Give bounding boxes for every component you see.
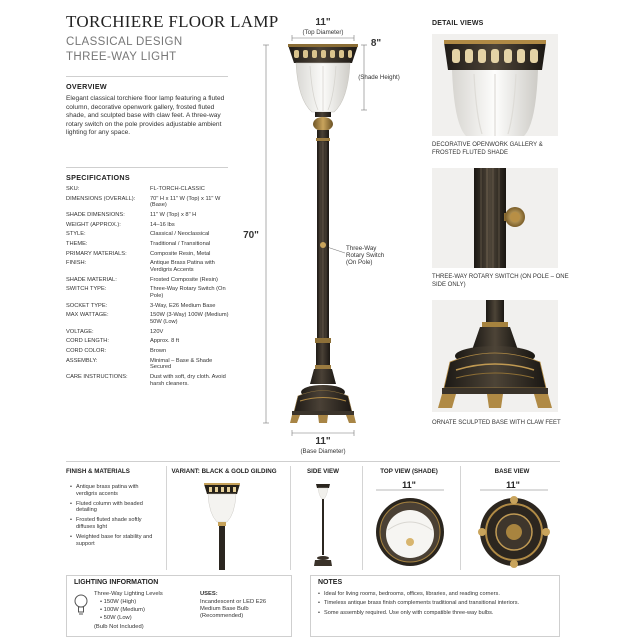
spec-value: 150W (3-Way) 100W (Medium) 50W (Low) <box>150 312 229 325</box>
detail-views-heading: DETAIL VIEWS <box>432 20 484 27</box>
spec-key: CORD LENGTH: <box>66 338 109 345</box>
level-medium: • 100W (Medium) <box>100 607 145 613</box>
base-caption: ORNATE SCULPTED BASE WITH CLAW FEET <box>432 420 561 426</box>
switch-detail-photo <box>432 168 558 268</box>
top-diameter-value: 11" <box>315 17 331 28</box>
uses-title: USES: <box>200 591 218 597</box>
spec-value: 70" H x 11" W (Top) x 11" W (Base) <box>150 195 221 209</box>
notes-list <box>318 591 548 619</box>
list-item: • Ideal for living rooms, bedrooms, offices, libraries, and reading corners. <box>318 591 500 597</box>
spec-value: Approx. 8 ft <box>150 338 180 345</box>
spec-key: VOLTAGE: <box>66 328 94 335</box>
specifications-heading: SPECIFICATIONS <box>66 173 130 182</box>
gallery-caption: DECORATIVE OPENWORK GALLERY & FROSTED FLUTED SHADE <box>432 142 543 156</box>
list-item: • Weighted base for stability and support <box>70 533 153 547</box>
overview-heading: OVERVIEW <box>66 82 108 91</box>
overall-height-value: 70" <box>243 230 259 241</box>
spec-value: 14–16 lbs <box>150 221 175 228</box>
base-diameter-value: 11" <box>315 436 331 447</box>
spec-value: FL-TORCH-CLASSIC <box>150 186 205 192</box>
claw-foot <box>318 415 328 423</box>
levels-title: Three-Way Lighting Levels <box>94 591 163 597</box>
top-view-image <box>370 484 450 570</box>
spec-value: 120V <box>150 328 164 335</box>
light-bulb-icon <box>74 594 88 616</box>
notes-heading: NOTES <box>318 579 343 586</box>
top-view-heading: TOP VIEW (SHADE) <box>380 468 438 475</box>
finish-materials-heading: FINISH & MATERIALS <box>66 468 130 475</box>
base-detail-photo <box>432 300 558 412</box>
variant-lamp-image <box>198 478 246 570</box>
list-item: • Fluted column with beaded detailing <box>70 500 143 514</box>
spec-key: PRIMARY MATERIALS: <box>66 250 127 257</box>
spec-key: SHADE MATERIAL: <box>66 276 117 283</box>
overview-text: Elegant classical torchiere floor lamp featuring a fluted column, decorative openwork gallery, frosted fluted shade, and sculpted base with claw feet. A three-way rotary switch on the pole provides adjustable ambient lighting for any space. <box>66 95 225 137</box>
subtitle-line-1: CLASSICAL DESIGN <box>66 36 183 48</box>
shade-height-value: 8" <box>370 38 382 49</box>
spec-value: Dust with soft, dry cloth. Avoid harsh cleaners. <box>150 373 226 387</box>
variant-heading: VARIANT: BLACK & GOLD GILDING <box>171 468 277 475</box>
gallery-detail-photo <box>432 34 558 136</box>
spec-value: Brown <box>150 348 167 354</box>
spec-key: SOCKET TYPE: <box>66 302 108 309</box>
uses-text: Incandescent or LED E26 Medium Base Bulb (Recommended) <box>200 599 267 620</box>
spec-value: Frosted Composite (Resin) <box>150 276 218 283</box>
level-high: • 150W (High) <box>100 599 137 605</box>
spec-value: Classical / Neoclassical <box>150 231 210 238</box>
base-view-image <box>474 484 554 570</box>
list-item: • Frosted fluted shade softly diffuses light <box>70 517 142 530</box>
base-view-dimension: 11" <box>506 480 520 490</box>
divider <box>66 461 560 462</box>
switch-leader-line <box>327 247 345 253</box>
spec-value: Three-Way Rotary Switch (On Pole) <box>150 286 226 299</box>
top-view-dimension: 11" <box>402 480 416 490</box>
lighting-heading: LIGHTING INFORMATION <box>74 579 159 586</box>
spec-value: 3-Way, E26 Medium Base <box>150 302 216 309</box>
spec-key: SWITCH TYPE: <box>66 286 107 293</box>
spec-key: WEIGHT (APPROX.): <box>66 221 121 228</box>
shade-height-label: (Shade Height) <box>358 74 400 81</box>
subtitle-line-2: THREE-WAY LIGHT <box>66 51 177 63</box>
spec-key: CORD COLOR: <box>66 348 107 354</box>
spec-key: MAX WATTAGE: <box>66 312 109 319</box>
switch-label: Three-Way Rotary Switch (On Pole) <box>346 245 385 266</box>
base-view-heading: BASE VIEW <box>494 468 530 475</box>
finish-materials-list <box>70 484 160 550</box>
claw-foot <box>290 415 300 423</box>
switch-caption: THREE-WAY ROTARY SWITCH (ON POLE – ONE SIDE ONLY) <box>432 274 569 288</box>
neck-knop <box>313 117 333 131</box>
level-low: • 50W (Low) <box>100 615 132 621</box>
side-view-image <box>308 480 338 570</box>
spec-key: SHADE DIMENSIONS: <box>66 211 125 218</box>
spec-key: THEME: <box>66 241 88 248</box>
spec-value: Minimal – Base & Shade Secured <box>150 357 213 371</box>
spec-value: Antique Brass Patina with Verdigris Accents <box>150 260 215 273</box>
claw-foot <box>346 415 356 423</box>
spec-value: Traditional / Transitional <box>150 241 211 248</box>
list-item: • Timeless antique brass finish complements traditional and transitional interiors. <box>318 600 520 607</box>
spec-key: CARE INSTRUCTIONS: <box>66 373 128 380</box>
side-view-heading: SIDE VIEW <box>307 468 339 475</box>
spec-key: STYLE: <box>66 231 86 238</box>
bulb-note: (Bulb Not Included) <box>94 624 144 630</box>
spec-key: ASSEMBLY: <box>66 357 98 364</box>
base-diameter-label: (Base Diameter) <box>300 448 346 455</box>
spec-key: DIMENSIONS (OVERALL): <box>66 195 136 202</box>
spec-key: FINISH: <box>66 260 87 267</box>
spec-value: Composite Resin, Metal <box>150 250 211 257</box>
top-diameter-label: (Top Diameter) <box>302 29 344 36</box>
list-item: • Antique brass patina with verdigris accents <box>70 484 139 497</box>
page-title: TORCHIERE FLOOR LAMP <box>66 12 279 31</box>
spec-value: 11" W (Top) x 8" H <box>150 211 197 218</box>
list-item: • Some assembly required. Use only with compatible three-way bulbs. <box>318 609 494 616</box>
spec-key: SKU: <box>66 186 80 192</box>
rotary-switch-knob <box>320 242 326 248</box>
